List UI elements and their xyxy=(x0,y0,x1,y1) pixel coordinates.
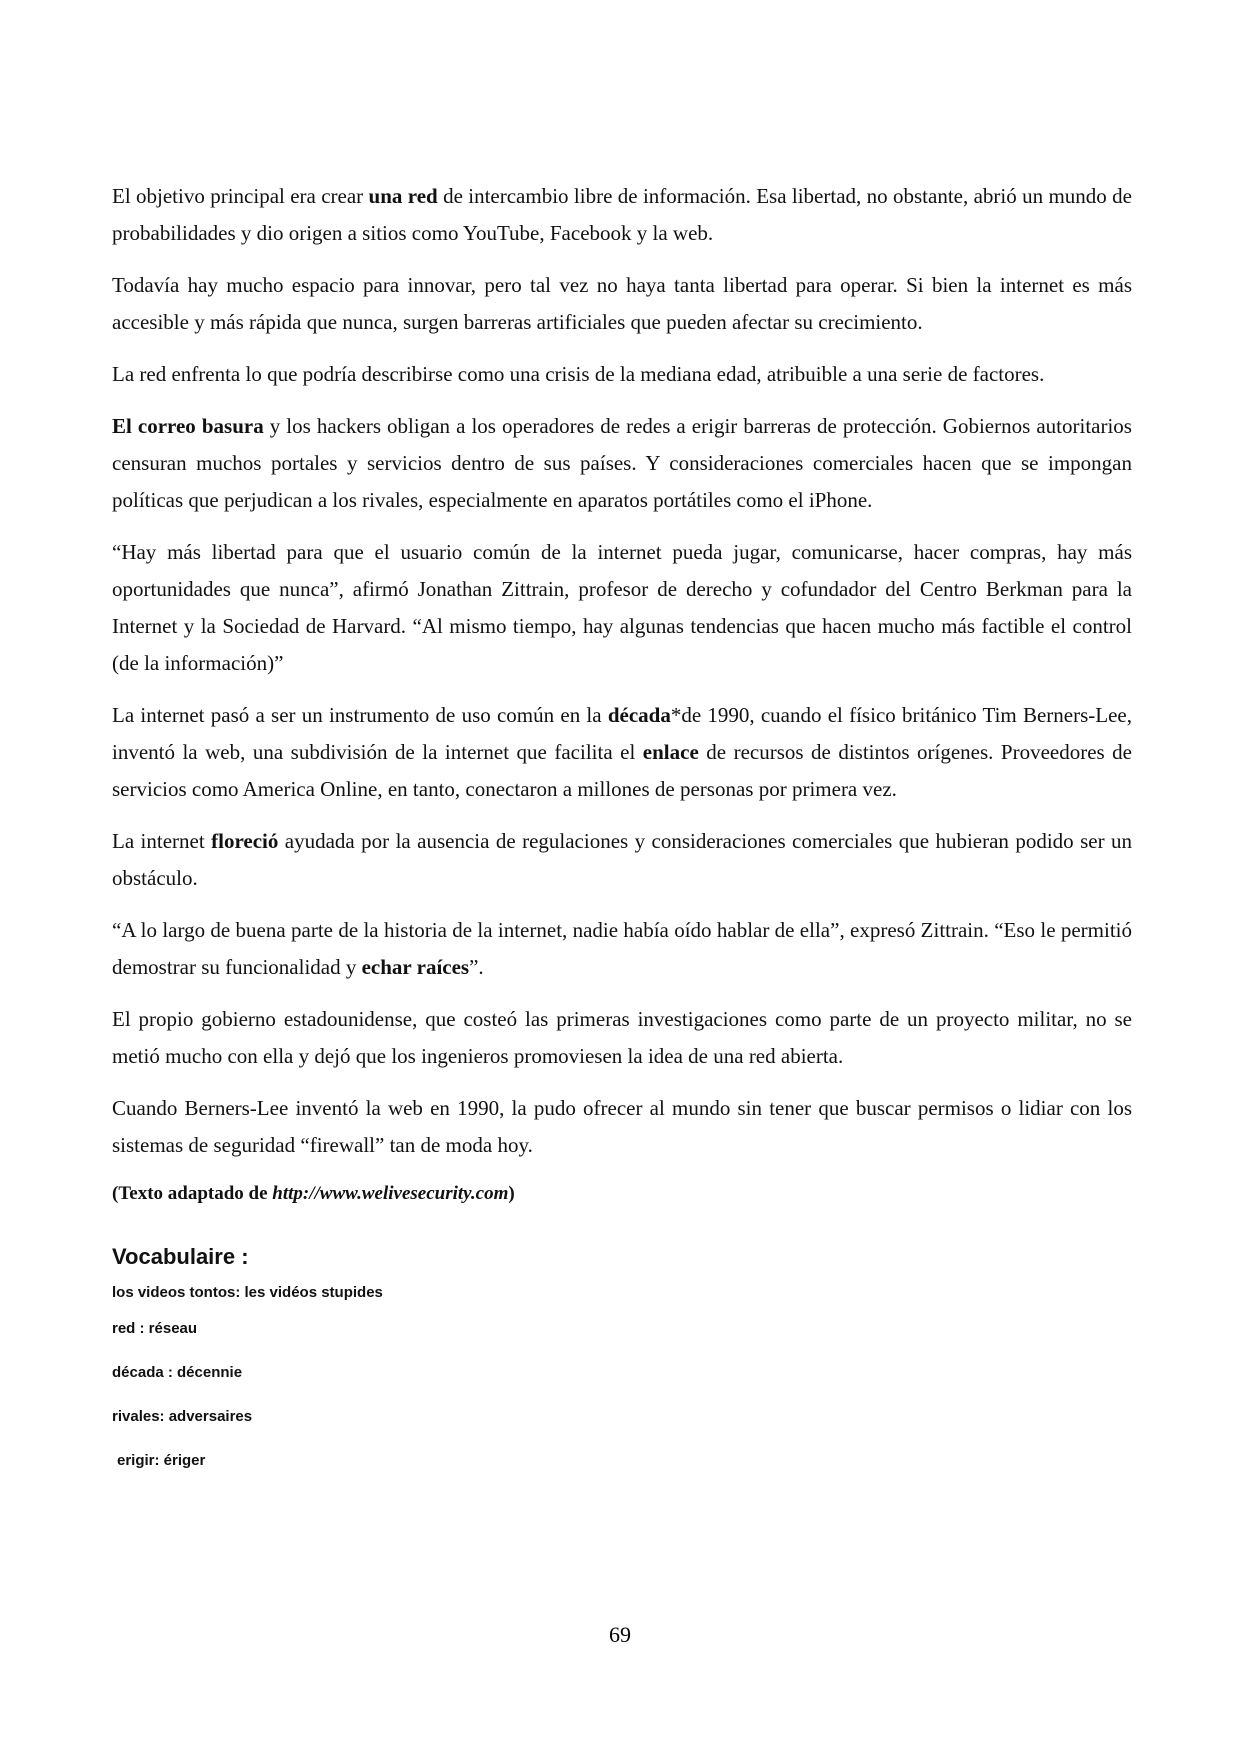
text-run: Todavía hay mucho espacio para innovar, pero tal vez no haya tanta libertad para operar. Si bien la internet es más accesible y más rápida que nunca, surgen barreras artificiales que pueden afectar su crecimiento. xyxy=(112,273,1132,334)
bold-term: década xyxy=(607,703,671,727)
text-run: La red enfrenta lo que podría describirse como una crisis de la mediana edad, atribuible a una serie de factores. xyxy=(112,362,1045,386)
text-run: El objetivo principal era crear xyxy=(112,184,369,208)
bold-term: echar raíces xyxy=(361,955,470,979)
paragraph xyxy=(112,178,1132,252)
paragraph xyxy=(112,1090,1132,1164)
bold-term: una red xyxy=(368,184,438,208)
vocabulary-item: erigir: ériger xyxy=(117,1452,206,1469)
paragraph xyxy=(112,912,1132,986)
vocabulary-item: red : réseau xyxy=(112,1320,198,1337)
vocabulary-title: Vocabulaire : xyxy=(112,1244,249,1269)
text-run: La internet pasó a ser un instrumento de uso común en la xyxy=(112,703,608,727)
text-run: ”. xyxy=(469,955,484,979)
text-run: ayudada por la ausencia de regulaciones y consideraciones comerciales que hubieran podido ser un obstáculo. xyxy=(112,829,1132,890)
document-page xyxy=(112,178,1132,1471)
text-run: de recursos de distintos orígenes. Proveedores de servicios como America Online, en tanto, conectaron a millones de personas por primera vez. xyxy=(112,740,1132,801)
vocabulary-item: los videos tontos: les vidéos stupides xyxy=(112,1284,383,1301)
vocabulary-item: rivales: adversaires xyxy=(112,1408,253,1425)
paragraph xyxy=(112,356,1132,393)
article-body xyxy=(112,178,1132,1164)
text-run: “A lo largo de buena parte de la historia de la internet, nadie había oído hablar de ella”, expresó Zittrain. “Eso le permitió demostrar su funcionalidad y xyxy=(112,918,1132,979)
text-run: El propio gobierno estadounidense, que costeó las primeras investigaciones como parte de un proyecto militar, no se metió mucho con ella y dejó que los ingenieros promoviesen la idea de una red abierta. xyxy=(112,1007,1132,1068)
text-run: La internet xyxy=(112,829,212,853)
paragraph xyxy=(112,534,1132,682)
paragraph xyxy=(112,823,1132,897)
paragraph xyxy=(112,408,1132,519)
source-prefix: (Texto adaptado de xyxy=(112,1183,273,1204)
text-run: Cuando Berners-Lee inventó la web en 1990, la pudo ofrecer al mundo sin tener que buscar permisos o lidiar con los sistemas de seguridad “firewall” tan de moda hoy. xyxy=(112,1096,1132,1157)
paragraph xyxy=(112,697,1132,808)
vocabulary-list xyxy=(112,1283,1132,1471)
source-suffix: ) xyxy=(508,1183,515,1204)
text-run: y los hackers obligan a los operadores de redes a erigir barreras de protección. Gobiernos autoritarios censuran muchos portales y servicios dentro de sus países. Y consideraciones comerciales hacen que se impongan políticas que perjudican a los rivales, especialmente en aparatos portátiles como el iPhone. xyxy=(112,414,1132,512)
text-run: de intercambio libre de información. Esa libertad, no obstante, abrió un mundo de probabilidades y dio origen a sitios como YouTube, Facebook y la web. xyxy=(112,184,1132,245)
bold-term: enlace xyxy=(642,740,699,764)
source-url: http://www.welivesecurity.com xyxy=(272,1183,509,1204)
page-number: 69 xyxy=(609,1622,631,1647)
bold-term: El correo basura xyxy=(112,414,264,438)
paragraph xyxy=(112,267,1132,341)
paragraph xyxy=(112,1001,1132,1075)
bold-term: floreció xyxy=(211,829,279,853)
text-run: *de 1990, cuando el físico británico Tim Berners-Lee, inventó la web, una subdivisión de la internet que facilita el xyxy=(112,703,1132,764)
text-run: “Hay más libertad para que el usuario común de la internet pueda jugar, comunicarse, hacer compras, hay más oportunidades que nunca”, afirmó Jonathan Zittrain, profesor de derecho y cofundador del Centro Berkman para la Internet y la Sociedad de Harvard. “Al mismo tiempo, hay algunas tendencias que hacen mucho más factible el control (de la información)” xyxy=(112,540,1132,675)
vocabulary-item: década : décennie xyxy=(112,1364,243,1381)
source-citation xyxy=(112,1179,1132,1209)
